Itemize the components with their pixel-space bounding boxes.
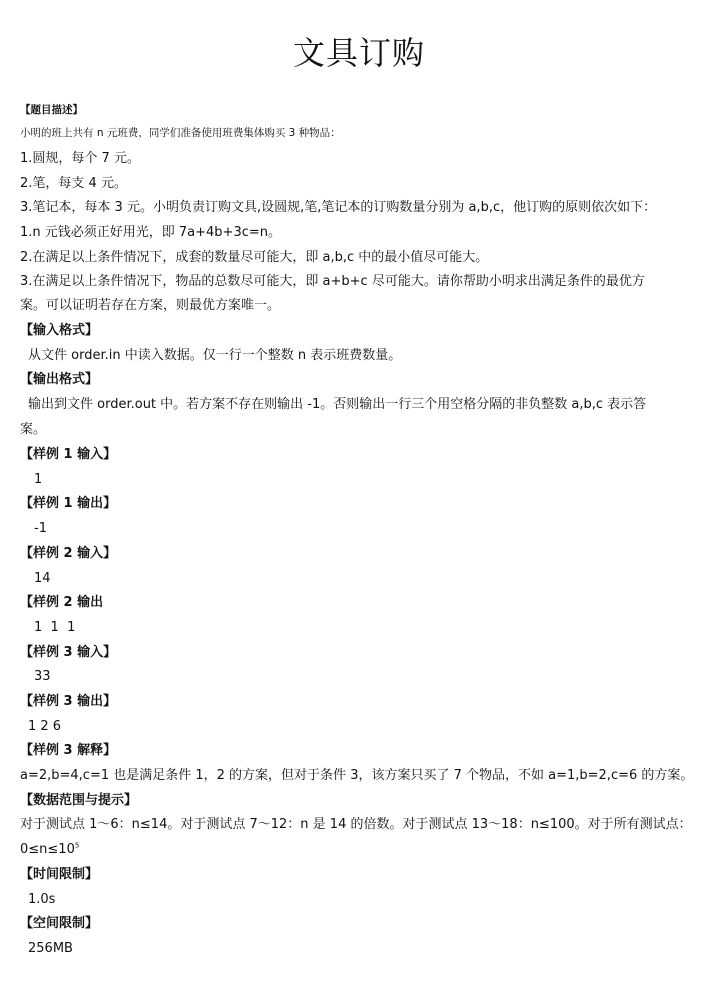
rule-3: 3.在满足以上条件情况下，物品的总数尽可能大，即 a+b+c 尽可能大。请你帮助小明求出满足条件的最优方 (20, 274, 645, 289)
exponent: 5 (74, 841, 80, 850)
section-heading-sample3-output: 【样例 3 输出】 (20, 694, 117, 709)
sample2-output: 1 1 1 (34, 620, 76, 635)
section-heading-time-limit: 【时间限制】 (20, 867, 99, 882)
section-heading-memory-limit: 【空间限制】 (20, 916, 99, 931)
item-pen: 2.笔，每支 4 元。 (20, 176, 127, 191)
data-range-text: 对于测试点 1～6：n≤14。对于测试点 7～12：n 是 14 的倍数。对于测试点 13～18：n≤100。对于所有测试点： (20, 817, 692, 832)
section-heading-sample2-input: 【样例 2 输入】 (20, 546, 117, 561)
rule-2: 2.在满足以上条件情况下，成套的数量尽可能大，即 a,b,c 中的最小值尽可能大。 (20, 250, 489, 265)
rule-3-cont: 案。可以证明若存在方案，则最优方案唯一。 (20, 298, 281, 313)
section-heading-output-format: 【输出格式】 (20, 372, 99, 387)
memory-limit-value: 256MB (28, 941, 73, 956)
data-range-bound-base: 0≤n≤10 (20, 842, 75, 857)
sample3-input: 33 (34, 669, 51, 684)
sample2-input: 14 (34, 571, 51, 586)
sample3-explanation: a=2,b=4,c=1 也是满足条件 1，2 的方案，但对于条件 3，该方案只买了 7 个物品，不如 a=1,b=2,c=6 的方案。 (20, 768, 694, 783)
time-limit-value: 1.0s (28, 892, 56, 907)
section-heading-sample2-output: 【样例 2 输出 (20, 595, 104, 610)
sample3-output: 1 2 6 (28, 719, 62, 734)
section-heading-sample3-input: 【样例 3 输入】 (20, 645, 117, 660)
section-heading-sample1-output: 【样例 1 输出】 (20, 496, 117, 511)
section-heading-description: 【题目描述】 (20, 104, 83, 116)
problem-text: 小明的班上共有 n 元班费，同学们准备使用班费集体购买 3 种物品： (20, 127, 341, 139)
rule-1: 1.n 元钱必须正好用光，即 7a+4b+3c=n。 (20, 225, 282, 240)
section-heading-sample3-explanation: 【样例 3 解释】 (20, 743, 117, 758)
input-format-text: 从文件 order.in 中读入数据。仅一行一个整数 n 表示班费数量。 (28, 348, 402, 363)
item-notebook: 3.笔记本，每本 3 元。小明负责订购文具,设圆规,笔,笔记本的订购数量分别为 a,b,c，他订购的原则依次如下： (20, 200, 657, 215)
item-compass: 1.圆规，每个 7 元。 (20, 151, 140, 166)
section-heading-input-format: 【输入格式】 (20, 323, 99, 338)
sample1-output: -1 (34, 521, 47, 536)
output-format-text: 输出到文件 order.out 中。若方案不存在则输出 -1。否则输出一行三个用空格分隔的非负整数 a,b,c 表示答 (28, 397, 647, 412)
section-heading-sample1-input: 【样例 1 输入】 (20, 447, 117, 462)
data-range-bound (20, 841, 698, 859)
page-title: 文具订购 (292, 34, 425, 72)
section-heading-data-range: 【数据范围与提示】 (20, 793, 138, 808)
sample1-input: 1 (34, 472, 43, 487)
output-format-text-cont: 案。 (20, 422, 47, 437)
